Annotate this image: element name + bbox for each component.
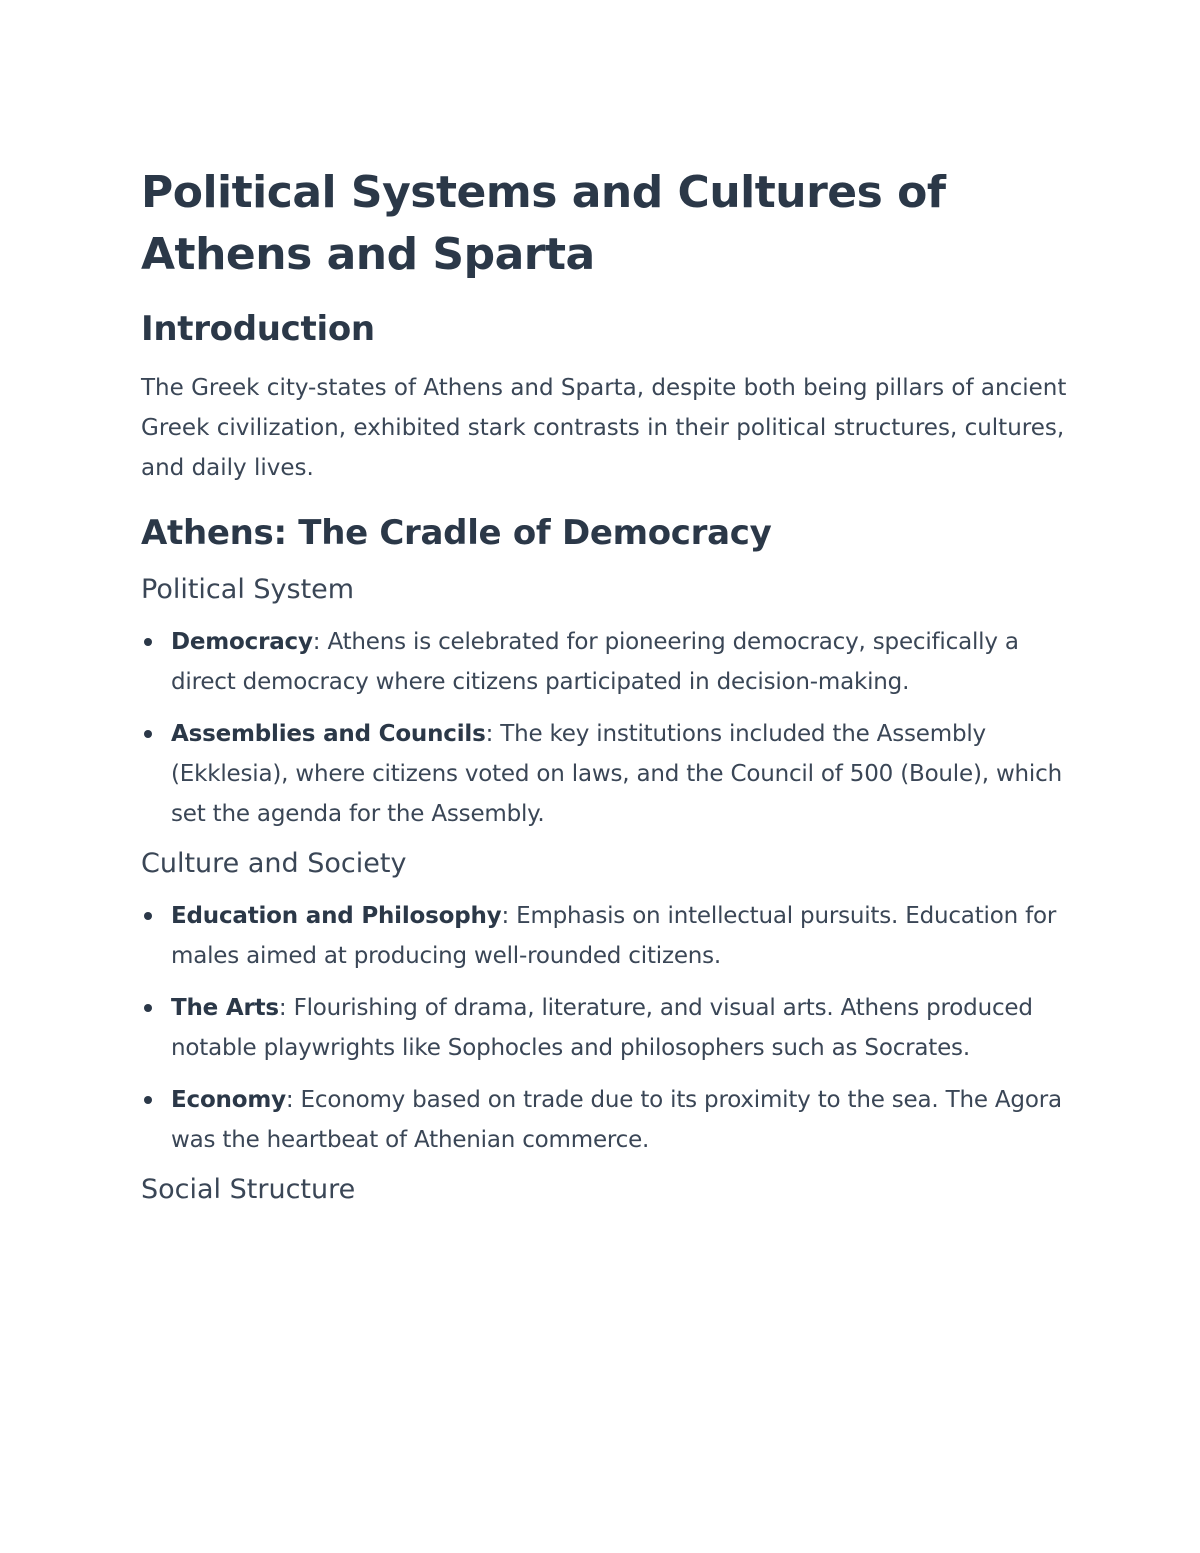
introduction-heading: Introduction (141, 309, 375, 349)
list-item-text: : Emphasis on intellectual pursuits. Education for males aimed at producing well-rounded citizens. (171, 903, 1057, 969)
list-item-term: Assemblies and Councils (171, 721, 486, 747)
list-item-term: Education and Philosophy (171, 903, 502, 929)
introduction-paragraph: The Greek city-states of Athens and Sparta, despite both being pillars of ancient Greek civilization, exhibited stark contrasts in their political structures, cultures, and daily lives. (141, 375, 1067, 481)
political-system-list (141, 622, 1071, 834)
bullet-icon (144, 912, 152, 920)
list-item (141, 714, 1071, 834)
document-page (141, 162, 1071, 1222)
title-line-2: Athens and Sparta (141, 229, 595, 280)
list-item-text: : Economy based on trade due to its proximity to the sea. The Agora was the heartbeat of Athenian commerce. (171, 1087, 1062, 1153)
list-item-text: : The key institutions included the Assembly (Ekklesia), where citizens voted on laws, and the Council of 500 (Boule), which set the agenda for the Assembly. (171, 721, 1062, 827)
bullet-icon (144, 638, 152, 646)
list-item (141, 622, 1071, 702)
bullet-icon (144, 730, 152, 738)
list-item-text: : Flourishing of drama, literature, and visual arts. Athens produced notable playwrights like Sophocles and philosophers such as Socrates. (171, 995, 1033, 1061)
culture-society-heading: Culture and Society (141, 848, 407, 879)
political-system-heading: Political System (141, 574, 355, 605)
bullet-icon (144, 1004, 152, 1012)
list-item (141, 988, 1071, 1068)
document-title (141, 162, 1071, 286)
athens-heading: Athens: The Cradle of Democracy (141, 513, 772, 553)
list-item (141, 1080, 1071, 1160)
list-item-term: Economy (171, 1087, 286, 1113)
social-structure-heading: Social Structure (141, 1174, 356, 1205)
title-line-1: Political Systems and Cultures of (141, 167, 946, 218)
list-item-term: The Arts (171, 995, 279, 1021)
list-item-term: Democracy (171, 629, 313, 655)
list-item-text: : Athens is celebrated for pioneering democracy, specifically a direct democracy where citizens participated in decision-making. (171, 629, 1019, 695)
bullet-icon (144, 1096, 152, 1104)
culture-society-list (141, 896, 1071, 1160)
list-item (141, 896, 1071, 976)
